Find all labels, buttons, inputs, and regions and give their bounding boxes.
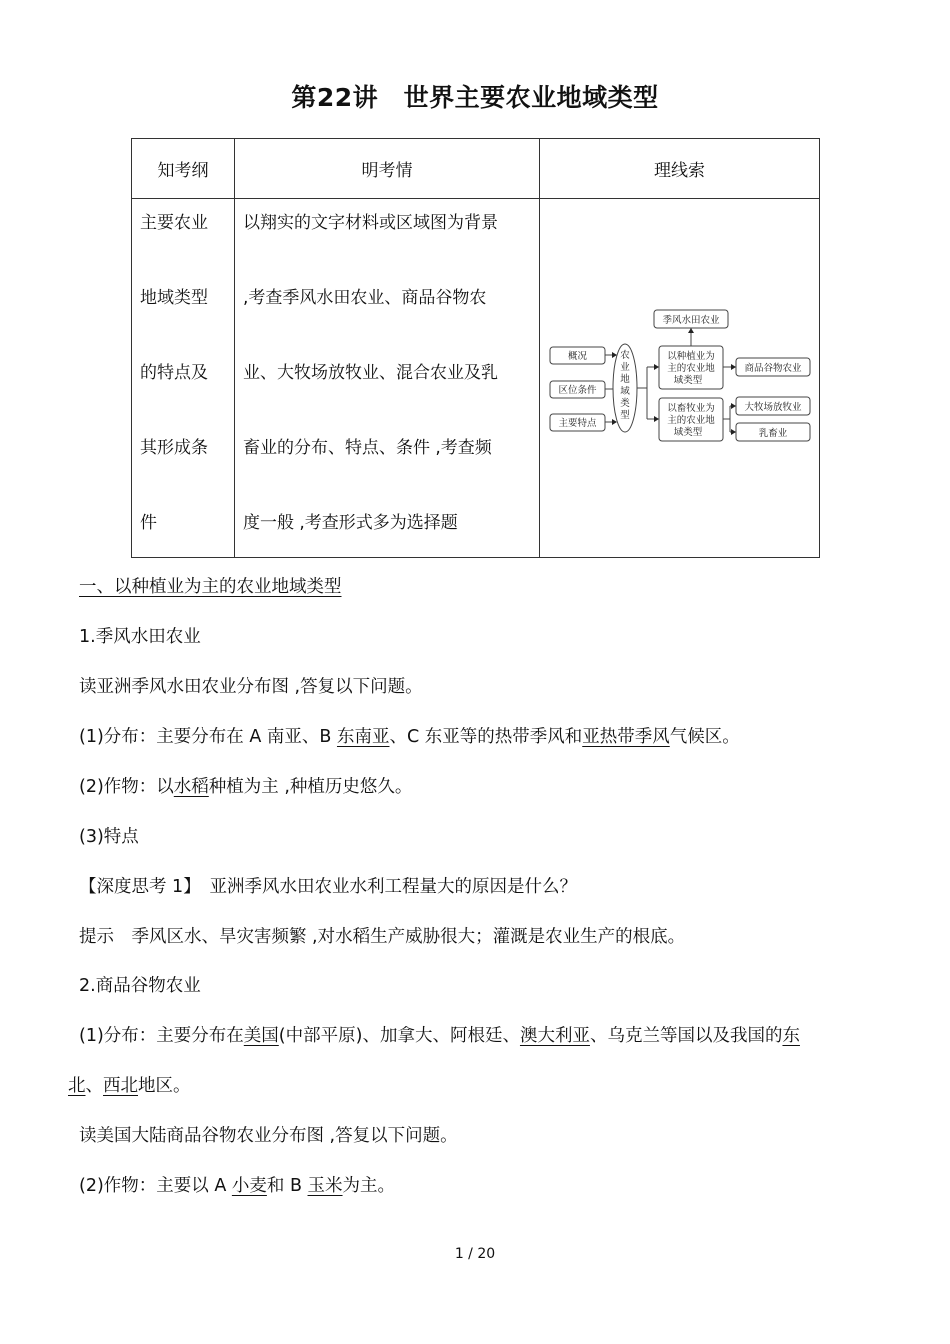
section-heading: 一、以种植业为主的农业地域类型 [79, 577, 342, 597]
diagram-box-features: 主要特点 [557, 418, 597, 429]
subsection-heading: 2.商品谷物农业 [79, 976, 201, 996]
concept-map [548, 308, 812, 448]
arrow-icon [731, 364, 736, 370]
header-clues: 理线索 [540, 139, 820, 199]
paragraph-crops: (2)作物：以水稻种植为主 ,种植历史悠久。 [79, 777, 413, 797]
paragraph-distribution: (1)分布：主要分布在美国(中部平原)、加拿大、阿根廷、澳大利亚、乌克兰等国以及我国的东 [79, 1026, 800, 1046]
subsection-heading: 1.季风水田农业 [79, 627, 201, 647]
exam-info-line: 度一般 ,考查形式多为选择题 [243, 513, 458, 533]
exam-info-line: 业、大牧场放牧业、混合农业及乳 [243, 363, 498, 383]
arrow-icon [731, 429, 736, 435]
outline-table [131, 138, 820, 558]
syllabus-line: 的特点及 [140, 363, 208, 383]
syllabus-line: 地域类型 [140, 288, 208, 308]
page-number: 1 / 20 [454, 1246, 496, 1262]
diagram-box-monsoon-rice: 季风水田农业 [661, 315, 720, 326]
table-header-row [132, 139, 820, 199]
syllabus-line: 件 [140, 513, 157, 533]
diagram-mid-top-line: 域类型 [673, 375, 702, 386]
arrow-icon [688, 328, 694, 333]
exam-info-line: 畜业的分布、特点、条件 ,考查频 [243, 438, 492, 458]
paragraph-features: (3)特点 [79, 827, 139, 847]
hint: 提示 季风区水、旱灾害频繁 ,对水稻生产威胁很大；灌溉是农业生产的根底。 [79, 927, 686, 947]
paragraph-crops: (2)作物：主要以 A 小麦和 B 玉米为主。 [79, 1176, 396, 1196]
diagram-box-location: 区位条件 [557, 385, 597, 396]
diagram-center-char: 域 [619, 386, 630, 397]
table-body-row [132, 199, 820, 558]
diagram-mid-bottom-line: 以畜牧业为 [666, 403, 715, 414]
header-syllabus: 知考纲 [132, 139, 235, 199]
diagram-mid-bottom-line: 主的农业地 [666, 415, 715, 426]
diagram-center-char: 型 [619, 410, 630, 421]
diagram-box-dairy: 乳畜业 [758, 428, 787, 439]
page-title: 第22讲 世界主要农业地域类型 [291, 83, 659, 112]
diagram-box-ranching: 大牧场放牧业 [743, 402, 802, 413]
arrow-icon [654, 416, 659, 422]
clue-diagram-cell [540, 199, 820, 558]
diagram-center-char: 业 [619, 362, 630, 373]
diagram-mid-top-line: 主的农业地 [666, 363, 715, 374]
paragraph: 读美国大陆商品谷物农业分布图 ,答复以下问题。 [79, 1126, 458, 1146]
paragraph-distribution: (1)分布：主要分布在 A 南亚、B 东南亚、C 东亚等的热带季风和亚热带季风气候区。 [79, 727, 740, 747]
arrow-icon [654, 364, 659, 370]
diagram-center-char: 类 [619, 398, 630, 409]
diagram-center-char: 地 [619, 374, 630, 385]
syllabus-line: 其形成条 [140, 438, 208, 458]
diagram-mid-top-line: 以种植业为 [666, 351, 715, 362]
diagram-mid-bottom-line: 域类型 [673, 427, 702, 438]
exam-info-line: 以翔实的文字材料或区域图为背景 [243, 213, 498, 233]
deep-thinking: 【深度思考 1】 亚洲季风水田农业水利工程量大的原因是什么？ [79, 877, 577, 897]
paragraph-distribution-cont: 北、西北地区。 [68, 1076, 191, 1096]
arrow-icon [731, 403, 736, 409]
diagram-box-overview: 概况 [567, 351, 587, 362]
diagram-center-char: 农 [619, 350, 630, 361]
header-exam-info: 明考情 [235, 139, 540, 199]
paragraph: 读亚洲季风水田农业分布图 ,答复以下问题。 [79, 677, 423, 697]
exam-info-line: ,考查季风水田农业、商品谷物农 [243, 288, 487, 308]
syllabus-cell [132, 199, 235, 558]
syllabus-line: 主要农业 [140, 213, 208, 233]
diagram-box-commercial-grain: 商品谷物农业 [743, 363, 802, 374]
exam-info-cell [235, 199, 540, 558]
